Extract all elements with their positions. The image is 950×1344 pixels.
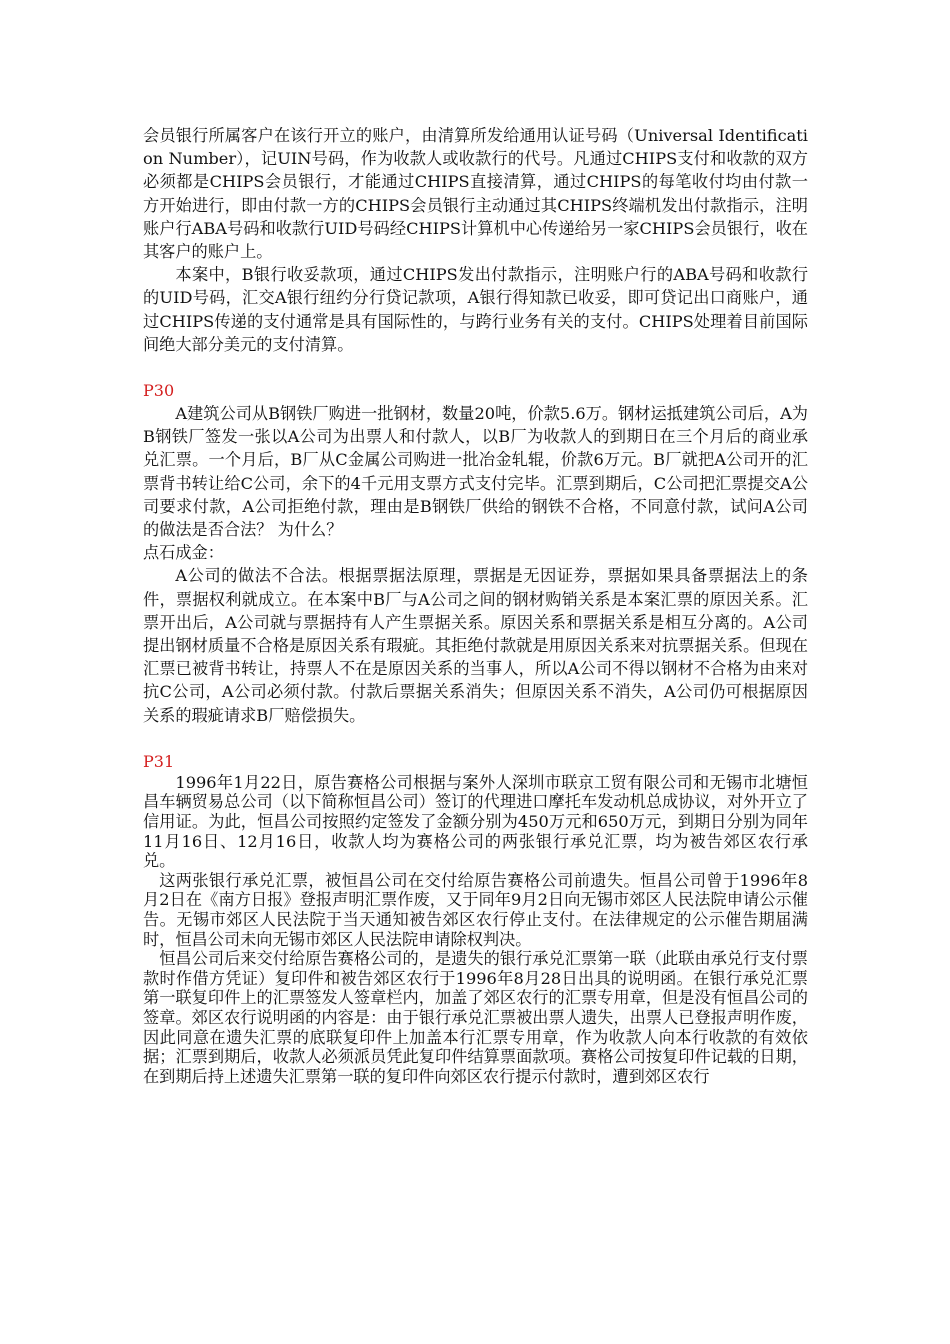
page-reference-p31: P31 [143, 751, 175, 771]
document-page [143, 124, 808, 1086]
page-reference-p30: P30 [143, 381, 175, 401]
paragraph-p31-case-2: 这两张银行承兑汇票，被恒昌公司在交付给原告赛格公司前遗失。恒昌公司曾于1996年8月2日在《南方日报》登报声明汇票作废，又于同年9月2日向无锡市郊区人民法院申请公示催告。无锡市郊区人民法院于当天通知被告郊区农行停止支付。在法律规定的公示催告期届满时，恒昌公司未向无锡市郊区人民法院申请除权判决。 [143, 870, 808, 949]
paragraph-chips-clearing: 会员银行所属客户在该行开立的账户，由清算所发给通用认证号码（Universal Identification Number），记UIN号码，作为收款人或收款行的代号。凡通过CHIPS支付和收款的双方必须都是CHIPS会员银行，才能通过CHIPS直接清算，通过CHIPS的每笔收付均由付款一方开始进行，即由付款一方的CHIPS会员银行主动通过其CHIPS终端机发出付款指示，注明账户行ABA号码和收款行UID号码经CHIPS计算机中心传递给另一家CHIPS会员银行，收在其客户的账户上。 [143, 126, 808, 262]
paragraph-p30-question: A建筑公司从B钢铁厂购进一批钢材，数量20吨，价款5.6万。钢材运抵建筑公司后，A为B钢铁厂签发一张以A公司为出票人和付款人，以B厂为收款人的到期日在三个月后的商业承兑汇票。一个月后，B厂从C金属公司购进一批冶金轧辊，价款6万元。B厂就把A公司开的汇票背书转让给C公司，余下的4千元用支票方式支付完毕。汇票到期后，C公司把汇票提交A公司要求付款，A公司拒绝付款，理由是B钢铁厂供给的钢铁不合格，不同意付款，试问A公司的做法是否合法？ 为什么？ [143, 404, 808, 540]
paragraph-p31-case-3: 恒昌公司后来交付给原告赛格公司的，是遗失的银行承兑汇票第一联（此联由承兑行支付票款时作借方凭证）复印件和被告郊区农行于1996年8月28日出具的说明函。在银行承兑汇票第一联复印件上的汇票签发人签章栏内，加盖了郊区农行的汇票专用章，但是没有恒昌公司的签章。郊区农行说明函的内容是：由于银行承兑汇票被出票人遗失，出票人已登报声明作废，因此同意在遗失汇票的底联复印件上加盖本行汇票专用章，作为收款人向本行收款的有效依据；汇票到期后，收款人必须派员凭此复印件结算票面款项。赛格公司按复印件记载的日期，在到期后持上述遗失汇票第一联的复印件向郊区农行提示付款时，遭到郊区农行 [143, 949, 808, 1086]
paragraph-p30-answer: A公司的做法不合法。根据票据法原理，票据是无因证券，票据如果具备票据法上的条件，票据权利就成立。在本案中B厂与A公司之间的钢材购销关系是本案汇票的原因关系。汇票开出后，A公司就与票据持有人产生票据关系。原因关系和票据关系是相互分离的。A公司提出钢材质量不合格是原因关系有瑕疵。其拒绝付款就是用原因关系来对抗票据关系。但现在汇票已被背书转让，持票人不在是原因关系的当事人，所以A公司不得以钢材不合格为由来对抗C公司，A公司必须付款。付款后票据关系消失；但原因关系不消失，A公司仍可根据原因关系的瑕疵请求B厂赔偿损失。 [143, 566, 808, 725]
paragraph-p31-case-1: 1996年1月22日，原告赛格公司根据与案外人深圳市联京工贸有限公司和无锡市北塘恒昌车辆贸易总公司（以下简称恒昌公司）签订的代理进口摩托车发动机总成协议，对外开立了信用证。为此，恒昌公司按照约定签发了金额分别为450万元和650万元，到期日分别为同年11月16日、12月16日，收款人均为赛格公司的两张银行承兑汇票，均为被告郊区农行承兑。 [143, 772, 808, 871]
paragraph-case-analysis: 本案中，B银行收妥款项，通过CHIPS发出付款指示，注明账户行的ABA号码和收款行的UID号码，汇交A银行纽约分行贷记款项，A银行得知款已收妥，即可贷记出口商账户，通过CHIPS传递的支付通常是具有国际性的，与跨行业务有关的支付。CHIPS处理着目前国际间绝大部分美元的支付清算。 [143, 265, 808, 354]
answer-label: 点石成金： [143, 543, 224, 563]
